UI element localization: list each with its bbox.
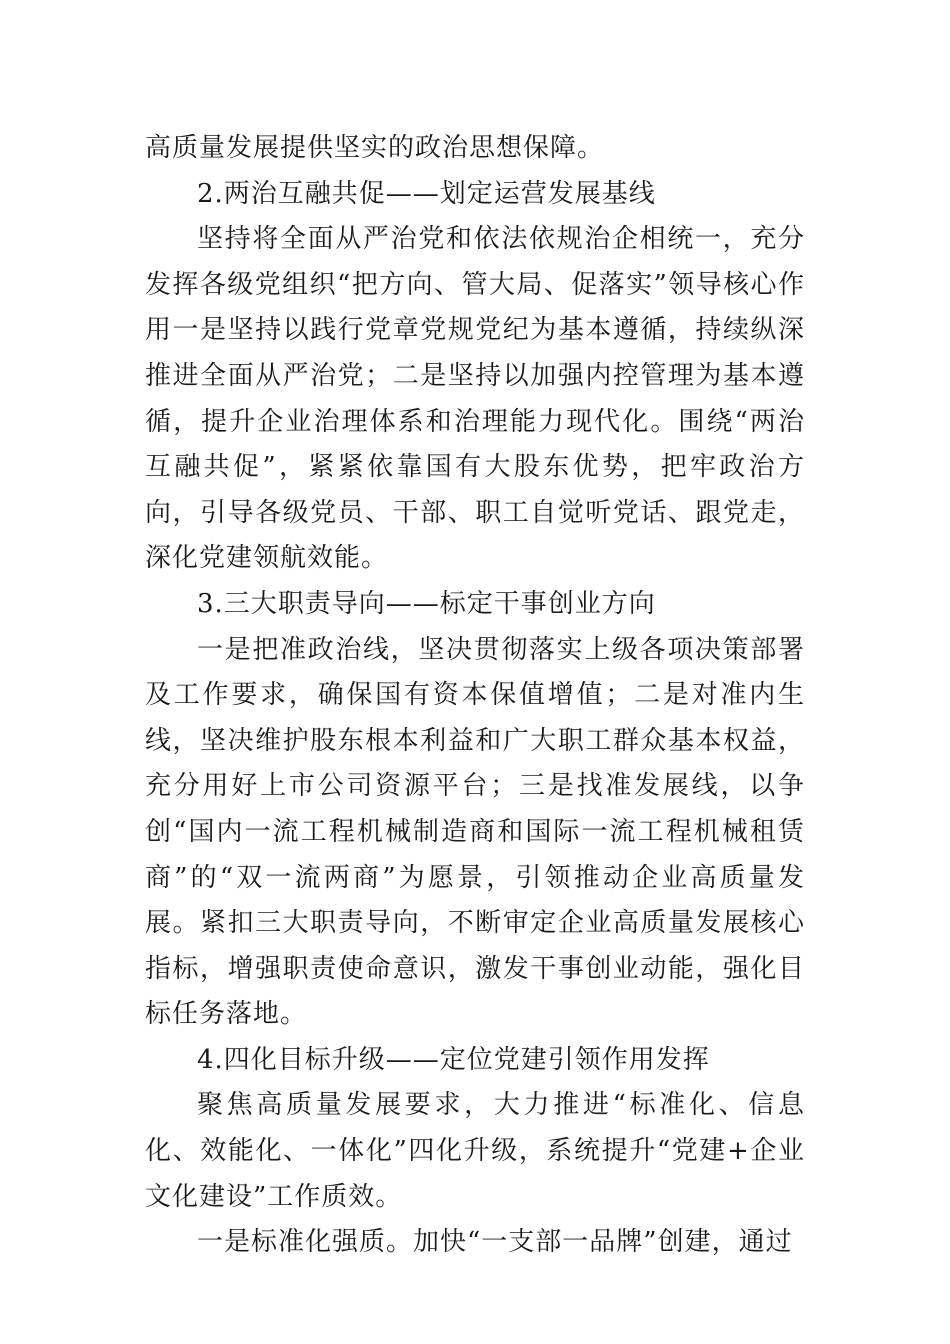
paragraph-four-upgrades: 聚焦高质量发展要求，大力推进“标准化、信息化、效能化、一体化”四化升级，系统提升“党建+企业文化建设”工作质效。 <box>145 1090 805 1212</box>
section-heading-4: 4.四化目标升级——定位党建引领作用发挥 <box>197 1044 710 1075</box>
paragraph-three-responsibilities: 一是把准政治线，坚决贯彻落实上级各项决策部署及工作要求，确保国有资本保值增值；二是对准内生线，坚决维护股东根本利益和广大职工群众基本权益，充分用好上市公司资源平台；三是找准发展线，以争创“国内一流工程机械制造商和国际一流工程机械租赁商”的“双一流两商”为愿景，引领推动企业高质量发展。紧扣三大职责导向，不断审定企业高质量发展核心指标，增强职责使命意识，激发干事创业动能，强化目标任务落地。 <box>145 634 805 1030</box>
paragraph-continuation: 高质量发展提供坚实的政治思想保障。 <box>145 133 605 163</box>
document-page <box>145 126 805 1266</box>
section-heading-2: 2.两治互融共促——划定运营发展基线 <box>197 178 656 209</box>
paragraph-standardization: 一是标准化强质。加快“一支部一品牌”创建，通过 <box>197 1227 793 1258</box>
section-heading-3: 3.三大职责导向——标定干事创业方向 <box>197 588 656 619</box>
paragraph-two-governance: 坚持将全面从严治党和依法依规治企相统一，充分发挥各级党组织“把方向、管大局、促落实”领导核心作用一是坚持以践行党章党规党纪为基本遵循，持续纵深推进全面从严治党；二是坚持以加强内控管理为基本遵循，提升企业治理体系和治理能力现代化。围绕“两治互融共促”，紧紧依靠国有大股东优势，把牢政治方向，引导各级党员、干部、职工自觉听党话、跟党走，深化党建领航效能。 <box>145 224 805 574</box>
